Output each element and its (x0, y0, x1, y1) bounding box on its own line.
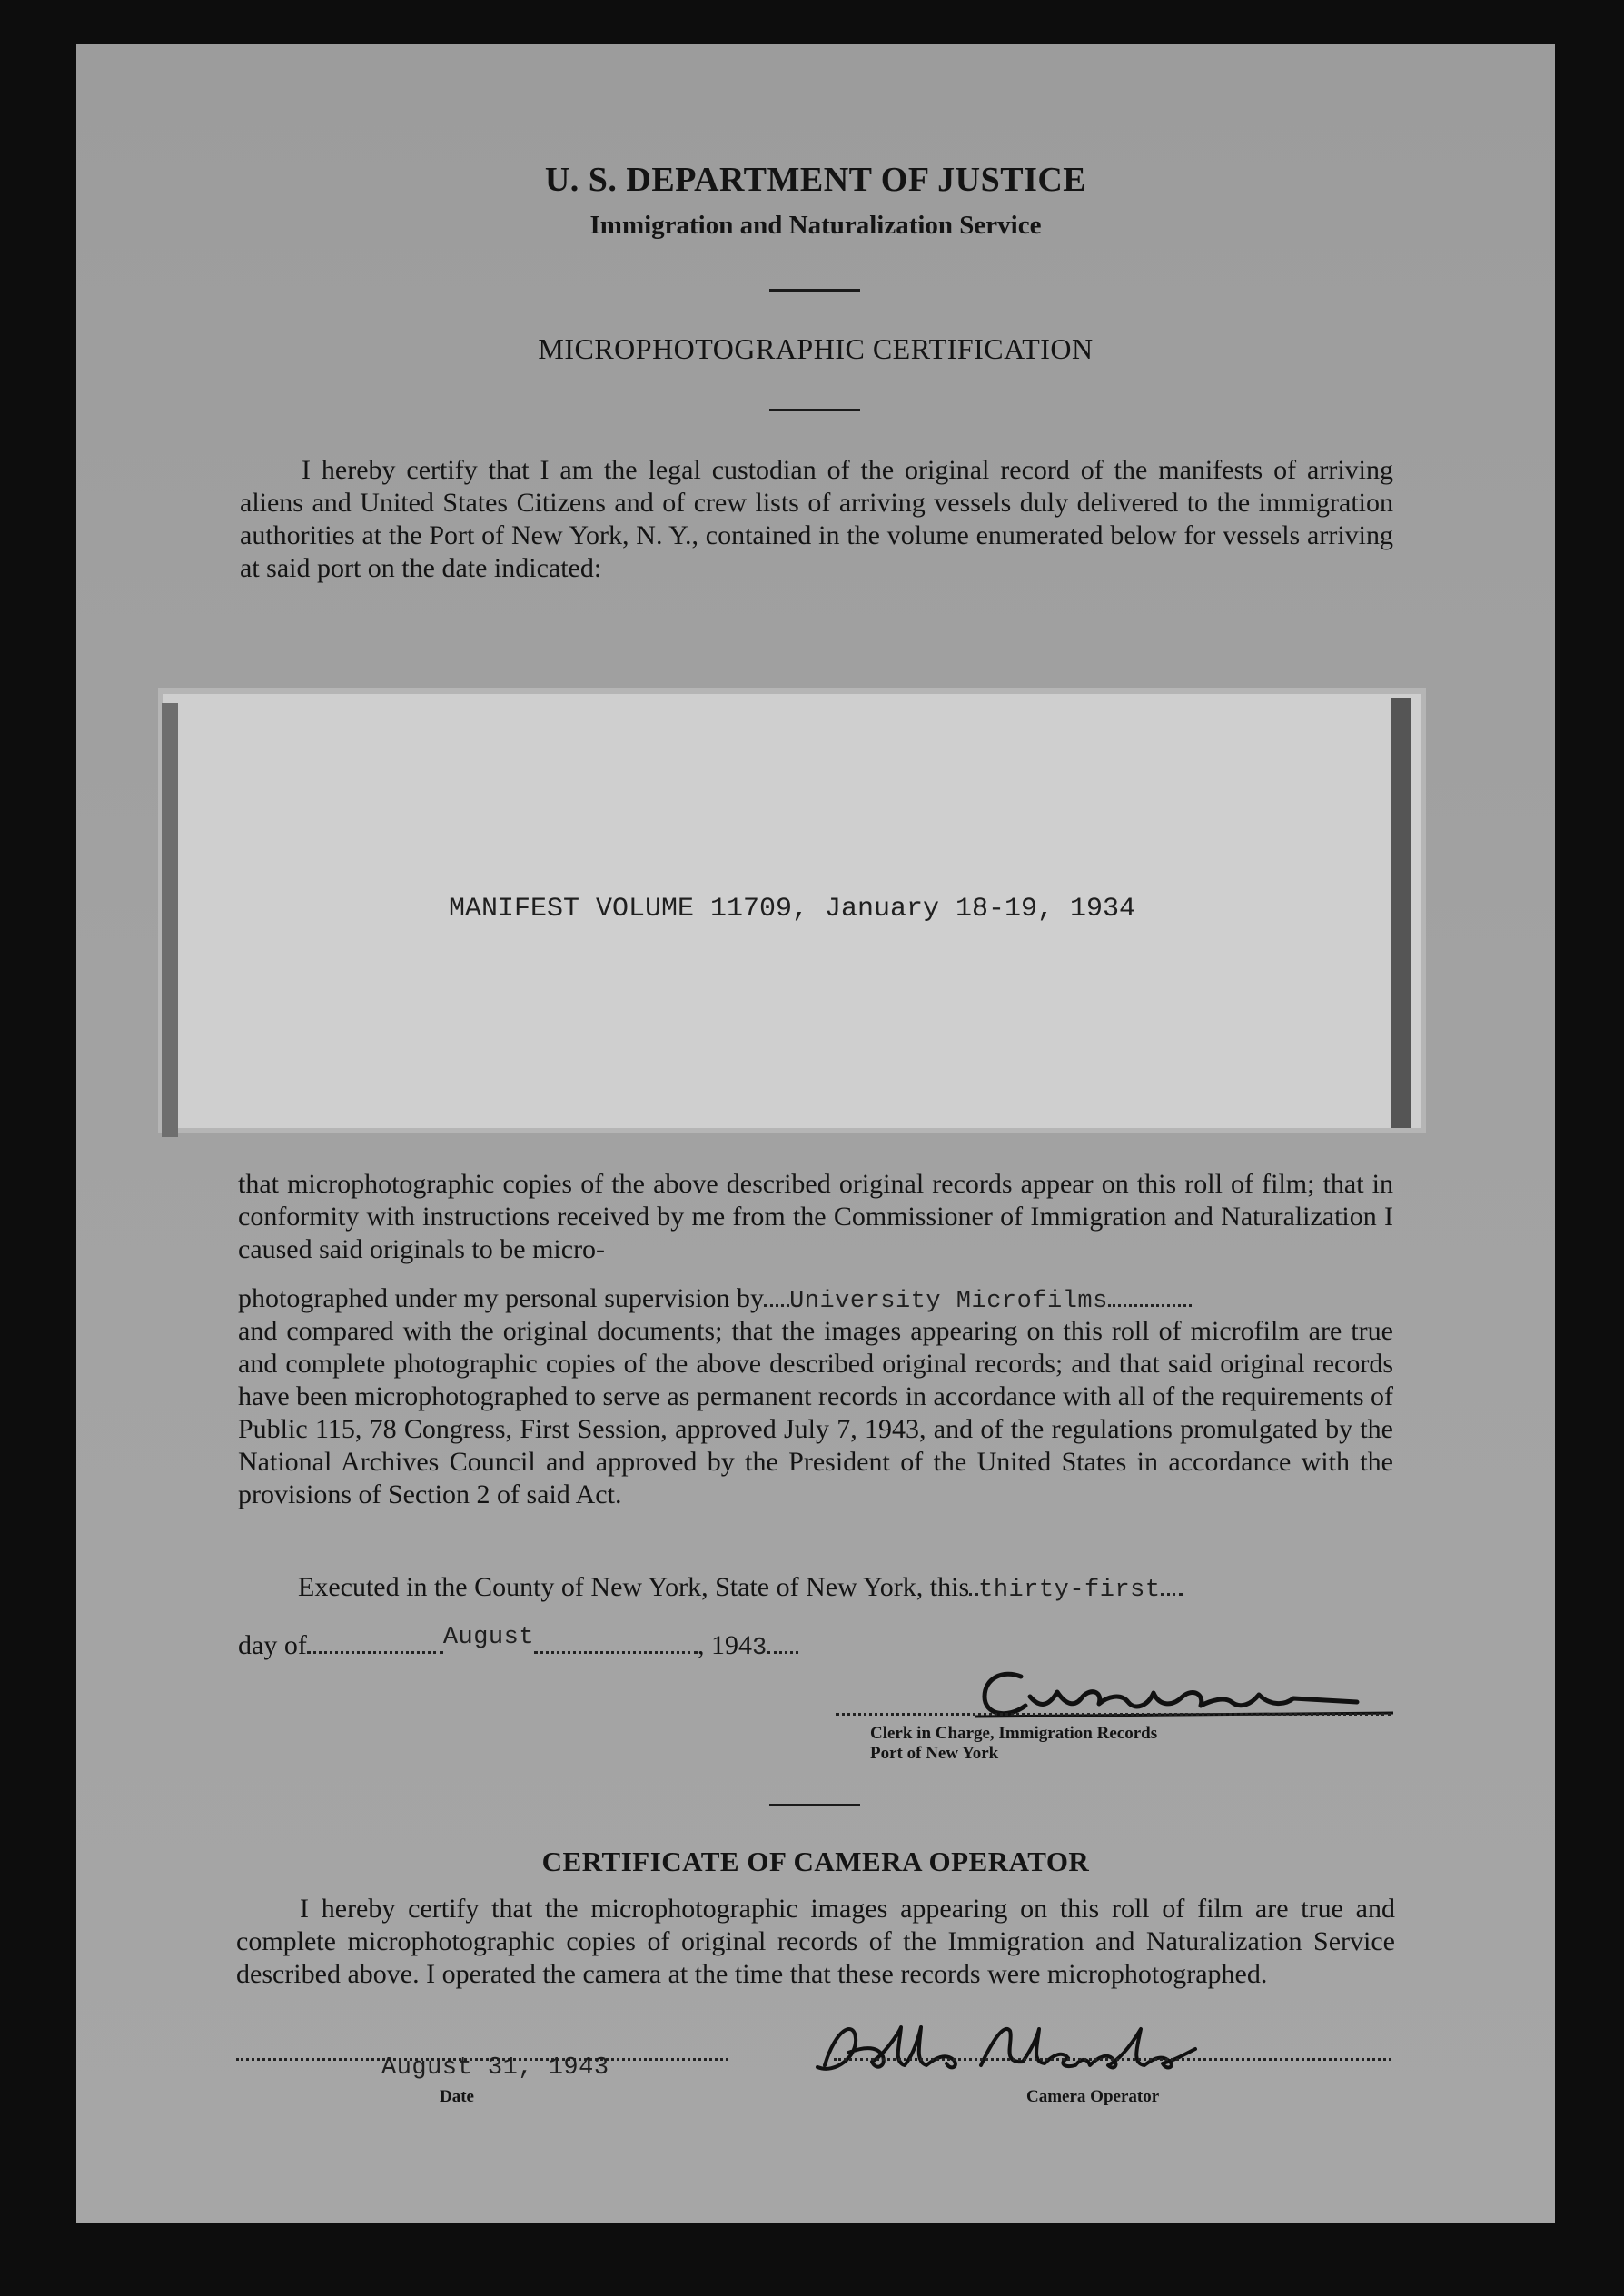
manifest-insert-card (163, 694, 1421, 1128)
department-heading: U. S. DEPARTMENT OF JUSTICE (544, 161, 1087, 199)
date-label: Date (440, 2087, 474, 2106)
insert-shadow-right (1391, 698, 1411, 1128)
executed-day-word: thirty-first (978, 1577, 1161, 1604)
divider-2 (769, 409, 860, 411)
divider-1 (769, 289, 860, 292)
operator-signature-line (834, 2058, 1391, 2061)
camera-certificate-title: CERTIFICATE OF CAMERA OPERATOR (541, 1846, 1090, 1877)
year-digit: 3 (752, 1635, 767, 1662)
service-heading: Immigration and Naturalization Service (589, 211, 1042, 240)
executed-line (298, 1571, 1183, 1607)
certificate-page (76, 44, 1555, 2223)
photographer-name: University Microfilms (789, 1288, 1108, 1315)
clerk-port: Port of New York (870, 1744, 999, 1763)
manifest-volume-label: MANIFEST VOLUME 11709, January 18-19, 1934 (448, 894, 1136, 925)
body-paragraph-part1: that microphotographic copies of the above described original records appear on this roll of film; that in conformity with instructions received by me from the Commissioner of Immigration and Naturalization I caused said originals to be micro- (238, 1169, 1393, 1264)
intro-paragraph: I hereby certify that I am the legal custodian of the original record of the manifests of arriving aliens and United States Citizens and of crew lists of arriving vessels duly delivered to the immigration authorities at the Port of New York, N. Y., contained in the volume enumerated below for vessels arriving at said port on the date indicated: (240, 455, 1393, 583)
insert-shadow-left (162, 703, 178, 1137)
day-of-line (238, 1624, 798, 1665)
camera-certificate-text: I hereby certify that the microphotographic images appearing on this roll of film are true and complete microphotographic copies of original records of the Immigration and Naturalization Service described above. I operated the camera at the time that these records were microphotographed. (236, 1894, 1395, 1989)
divider-3 (769, 1804, 860, 1806)
camera-operator-label: Camera Operator (1026, 2087, 1160, 2106)
year-prefix: , 194 (698, 1630, 753, 1660)
photographed-by-line (238, 1282, 1192, 1318)
camera-date-value: August 31, 1943 (381, 2054, 609, 2082)
day-of-label: day of (238, 1630, 307, 1660)
clerk-title: Clerk in Charge, Immigration Records (870, 1724, 1158, 1743)
body-paragraph-part2: and compared with the original documents; that the images appearing on this roll of microfilm are true and complete photographic copies of the above described original records; and that said original records have been microphotographed to serve as permanent records in accordance with all of the requirements of Public 115, 78 Congress, First Session, approved July 7, 1943, and of the regulations promulgated by the National Archives Council and approved by the President of the United States in accordance with the provisions of Section 2 of said Act. (238, 1316, 1393, 1509)
certification-title: MICROPHOTOGRAPHIC CERTIFICATION (538, 332, 1094, 365)
executed-prefix: Executed in the County of New York, State of New York, this (298, 1572, 970, 1602)
camera-operator-signature (799, 2011, 1235, 2093)
photographed-by-prefix: photographed under my personal supervision by (238, 1283, 765, 1313)
executed-month: August (442, 1624, 535, 1651)
clerk-signature-line (836, 1713, 1391, 1716)
